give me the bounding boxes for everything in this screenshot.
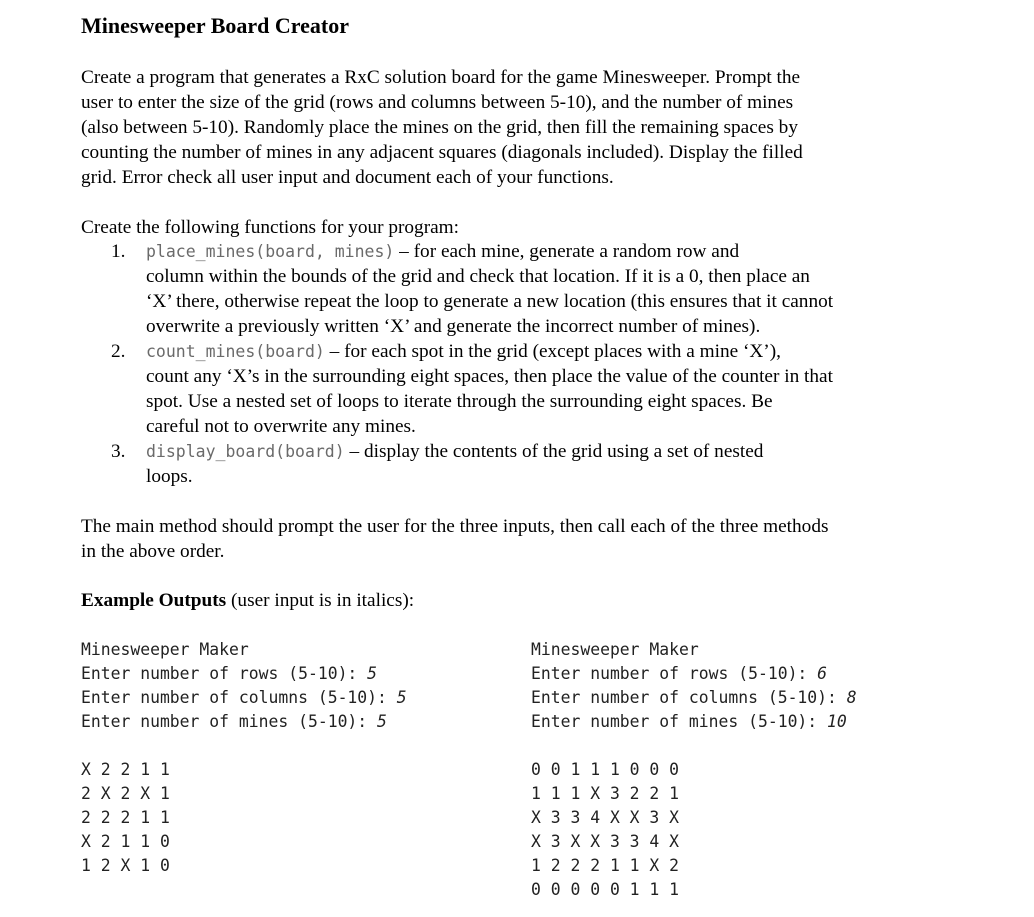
console-prompt bbox=[81, 686, 407, 710]
function-description: count any ‘X’s in the surrounding eight spaces, then place the value of the counter in that bbox=[146, 366, 833, 387]
intro-line: user to enter the size of the grid (rows and columns between 5-10), and the number of mines bbox=[81, 92, 794, 113]
main-method-paragraph bbox=[81, 514, 921, 564]
console-prompt bbox=[531, 662, 857, 686]
prompt-text: Enter number of rows (5-10): bbox=[531, 664, 818, 683]
grid-row: X 3 3 4 X X 3 X bbox=[531, 808, 680, 827]
console-header: Minesweeper Maker bbox=[531, 640, 699, 659]
function-description: spot. Use a nested set of loops to iterate through the surrounding eight spaces. Be bbox=[146, 391, 773, 412]
examples-heading-bold: Example Outputs bbox=[81, 590, 227, 611]
functions-list bbox=[111, 239, 931, 489]
user-input: 10 bbox=[827, 712, 847, 731]
solution-grid bbox=[531, 758, 679, 902]
function-item-place-mines bbox=[111, 239, 931, 339]
console-prompt bbox=[81, 710, 407, 734]
prompt-text: Enter number of columns (5-10): bbox=[531, 688, 847, 707]
console-prompt bbox=[531, 710, 857, 734]
user-input: 5 bbox=[377, 712, 387, 731]
function-description: ‘X’ there, otherwise repeat the loop to generate a new location (this ensures that it cannot bbox=[146, 291, 834, 312]
function-description: – for each mine, generate a random row and bbox=[394, 241, 740, 262]
main-method-line: in the above order. bbox=[81, 541, 225, 562]
functions-intro: Create the following functions for your program: bbox=[81, 217, 460, 238]
function-description: – for each spot in the grid (except places with a mine ‘X’), bbox=[324, 341, 781, 362]
console-header: Minesweeper Maker bbox=[81, 640, 249, 659]
user-input: 8 bbox=[846, 688, 857, 707]
grid-row: X 2 1 1 0 bbox=[81, 832, 170, 851]
example-output-1 bbox=[81, 638, 407, 875]
solution-grid bbox=[81, 758, 170, 878]
grid-row: X 2 2 1 1 bbox=[81, 760, 170, 779]
intro-line: grid. Error check all user input and document each of your functions. bbox=[81, 167, 614, 188]
list-number: 2. bbox=[111, 341, 126, 362]
function-description: – display the contents of the grid using a set of nested bbox=[344, 441, 764, 462]
function-description: column within the bounds of the grid and check that location. If it is a 0, then place an bbox=[146, 266, 810, 287]
grid-row: 2 X 2 X 1 bbox=[81, 784, 170, 803]
user-input: 5 bbox=[396, 688, 407, 707]
examples-heading-note: (user input is in italics): bbox=[226, 590, 415, 611]
function-item-count-mines bbox=[111, 339, 931, 439]
function-description: loops. bbox=[146, 466, 193, 487]
example-output-2 bbox=[531, 638, 857, 899]
list-number: 3. bbox=[111, 441, 126, 462]
grid-row: X 3 X X 3 3 4 X bbox=[531, 832, 680, 851]
function-item-display-board bbox=[111, 439, 931, 489]
function-signature: count_mines(board) bbox=[146, 342, 325, 361]
grid-row: 1 2 2 2 1 1 X 2 bbox=[531, 856, 680, 875]
console-prompt bbox=[81, 662, 407, 686]
function-description: careful not to overwrite any mines. bbox=[146, 416, 416, 437]
prompt-text: Enter number of mines (5-10): bbox=[531, 712, 828, 731]
intro-line: counting the number of mines in any adjacent squares (diagonals included). Display the filled bbox=[81, 142, 803, 163]
user-input: 5 bbox=[367, 664, 378, 683]
main-method-line: The main method should prompt the user for the three inputs, then call each of the three methods bbox=[81, 516, 829, 537]
grid-row: 0 0 1 1 1 0 0 0 bbox=[531, 760, 680, 779]
grid-row: 2 2 2 1 1 bbox=[81, 808, 170, 827]
intro-paragraph bbox=[81, 65, 921, 190]
prompt-text: Enter number of mines (5-10): bbox=[81, 712, 378, 731]
grid-row: 1 2 X 1 0 bbox=[81, 856, 170, 875]
intro-line: (also between 5-10). Randomly place the mines on the grid, then fill the remaining spaces by bbox=[81, 117, 798, 138]
grid-row: 0 0 0 0 0 1 1 1 bbox=[531, 880, 680, 899]
console-prompt bbox=[531, 686, 857, 710]
function-description: overwrite a previously written ‘X’ and generate the incorrect number of mines). bbox=[146, 316, 761, 337]
user-input: 6 bbox=[817, 664, 828, 683]
examples-heading bbox=[81, 588, 414, 613]
intro-line: Create a program that generates a RxC solution board for the game Minesweeper. Prompt the bbox=[81, 67, 801, 88]
function-signature: display_board(board) bbox=[146, 442, 345, 461]
prompt-text: Enter number of columns (5-10): bbox=[81, 688, 397, 707]
document-title: Minesweeper Board Creator bbox=[81, 13, 350, 38]
prompt-text: Enter number of rows (5-10): bbox=[81, 664, 368, 683]
list-number: 1. bbox=[111, 241, 126, 262]
function-signature: place_mines(board, mines) bbox=[146, 242, 395, 261]
grid-row: 1 1 1 X 3 2 2 1 bbox=[531, 784, 680, 803]
